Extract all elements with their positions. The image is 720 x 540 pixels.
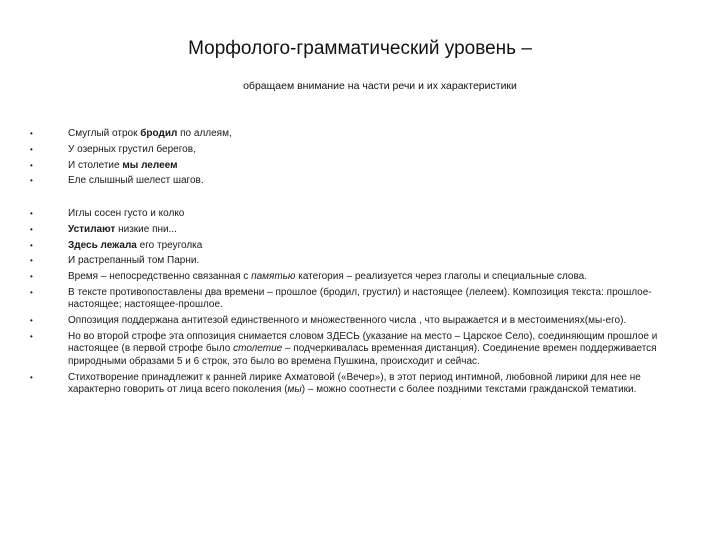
list-item — [30, 208, 690, 220]
list-item-text: Стихотворение принадлежит к ранней лирике Ахматовой («Вечер»), в этот период интимной, любовной лирики для нее не характерно говорить от лица всего поколения (мы) – можно соотнести с более поздними текстами гражданской тематики. — [68, 371, 641, 395]
bullet-icon: • — [30, 240, 33, 250]
list-item-text: И столетие мы лелеем — [68, 159, 178, 171]
list-item-text: Здесь лежала его треуголка — [68, 239, 203, 251]
list-item-text: Иглы сосен густо и колко — [68, 208, 185, 219]
list-item-text: Время – непосредственно связанная с памятью категория – реализуется через глаголы и специальные слова. — [68, 271, 588, 283]
list-item — [30, 315, 690, 327]
bullet-icon: • — [30, 331, 33, 341]
list-item-text: И растрепанный том Парни. — [68, 255, 200, 267]
list-item — [30, 144, 690, 156]
bullet-icon: • — [30, 256, 33, 266]
list-item — [30, 224, 690, 236]
list-item-text: Устилают низкие пни... — [68, 223, 177, 235]
bullet-icon: • — [30, 129, 33, 138]
bullet-icon: • — [30, 144, 33, 154]
bullet-icon: • — [30, 272, 33, 282]
list-item — [30, 240, 690, 252]
list-item-text: Но во второй строфе эта оппозиция снимается словом ЗДЕСЬ (указание на место – Царское Село), соединяющим прошлое и настоящее (в первой строфе было столетие – подчеркивалась временная дистанция). Соединение времен поддерживается природными образами 5 и 6 строк, это было во времена Пушкина, происходит и сейчас. — [68, 330, 658, 367]
list-item — [30, 160, 690, 172]
list-item — [30, 271, 690, 283]
list-item-text: Смуглый отрок бродил по аллеям, — [68, 128, 232, 139]
list-item-text: У озерных грустил берегов, — [68, 143, 196, 155]
list-item-text: В тексте противопоставлены два времени – прошлое (бродил, грустил) и настоящее (лелеем). Композиция текста: прошлое-настоящее; настоящее-прошлое. — [68, 286, 652, 311]
poem-first-stanza-list — [30, 128, 690, 191]
bullet-icon: • — [30, 224, 33, 234]
list-item-text: Оппозиция поддержана антитезой единственного и множественного числа , что выражается и в местоимениях(мы-его). — [68, 315, 627, 327]
analysis-list — [30, 208, 690, 400]
list-item — [30, 372, 690, 397]
bullet-icon: • — [30, 209, 33, 218]
list-item — [30, 128, 690, 140]
bullet-icon: • — [30, 160, 33, 170]
bullet-icon: • — [30, 287, 33, 297]
slide-title: Морфолого-грамматический уровень – — [188, 38, 532, 59]
bullet-icon: • — [30, 372, 33, 382]
slide-subtitle: обращаем внимание на части речи и их характеристики — [243, 80, 517, 92]
bullet-icon: • — [30, 176, 33, 186]
list-item — [30, 255, 690, 267]
list-item — [30, 287, 690, 312]
bullet-icon: • — [30, 316, 33, 326]
list-item — [30, 175, 690, 187]
list-item — [30, 331, 690, 368]
list-item-text: Еле слышный шелест шагов. — [68, 175, 204, 187]
